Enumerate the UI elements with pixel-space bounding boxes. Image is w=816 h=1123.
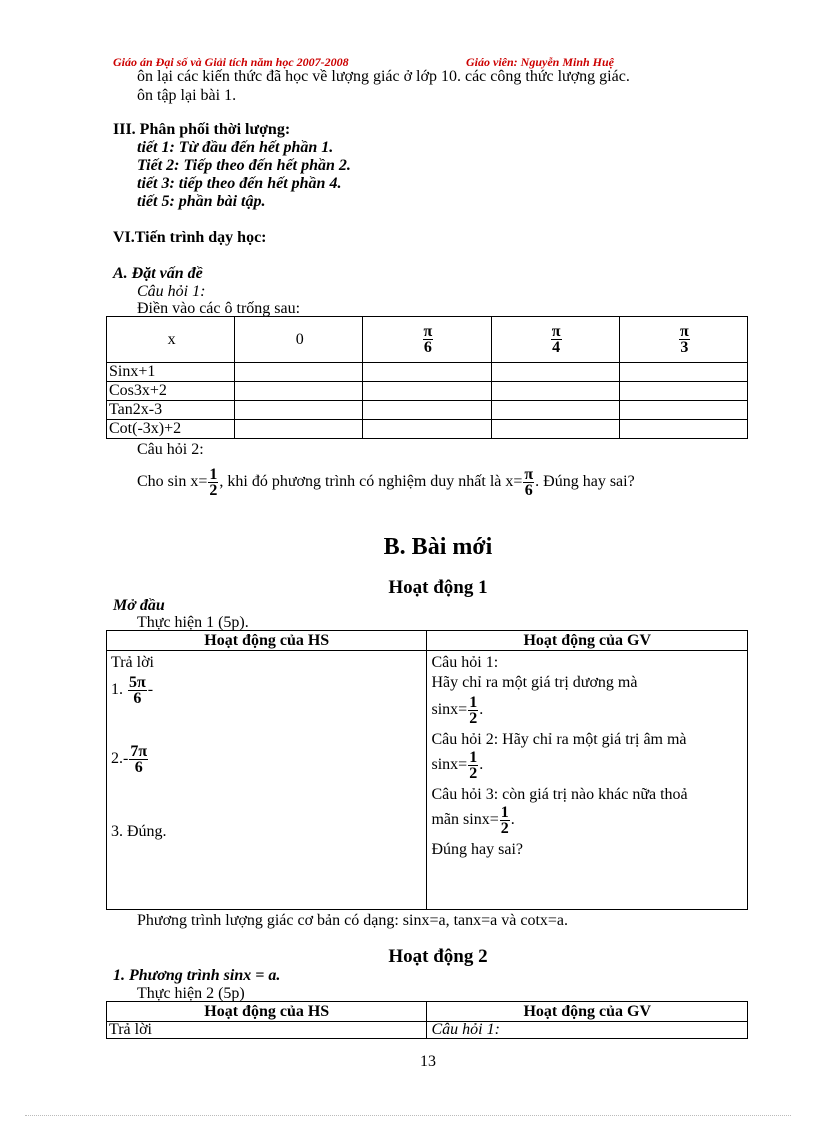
table-cell[interactable] [491,420,619,439]
row-label: Cos3x+2 [107,382,235,401]
table-cell[interactable] [491,363,619,382]
part-b-title: B. Bài mới [383,534,493,560]
answer-3: 3. Đúng. [111,823,167,840]
table-cell[interactable] [619,363,747,382]
header-zero: 0 [235,317,363,363]
intro-line-2: ôn tập lại bài 1. [137,87,237,104]
part-a-title: A. Đặt vấn đề [113,265,203,282]
schedule-item: Tiết 2: Tiếp theo đến hết phần 2. [137,157,351,174]
section-3-title: III. Phân phối thời lượng: [113,121,291,138]
row-label: Tan2x-3 [107,401,235,420]
question-1-text: Điền vào các ô trống sau: [137,300,301,317]
table-cell[interactable] [619,420,747,439]
table-header-row [107,317,748,363]
table-cell[interactable] [619,382,747,401]
table-cell[interactable] [363,382,491,401]
gv-question-3-end: Đúng hay sai? [431,841,524,858]
column-header-teacher: Hoạt động của GV [427,1002,748,1022]
table-cell[interactable] [363,401,491,420]
summary-text: Phương trình lượng giác cơ bản có dạng: sinx=a, tanx=a và cotx=a. [137,912,569,929]
value-table [106,316,748,439]
intro-line-1: ôn lại các kiến thức đã học về lượng giác ở lớp 10. các công thức lượng giác. [137,68,630,85]
table-cell[interactable] [363,420,491,439]
gv-question-3-text: Câu hỏi 3: còn giá trị nào khác nữa thoả [431,786,688,803]
row-label: Sinx+1 [107,363,235,382]
gv-question-2-eq: sinx= $\frac{1}{2}$ . [431,749,484,782]
subsection-1-title: 1. Phương trình sinx = a. [113,967,281,984]
schedule-item: tiết 1: Từ đầu đến hết phần 1. [137,139,334,156]
header-pi-6: $\frac{\pi}{6}$ [363,317,491,363]
schedule-item: tiết 3: tiếp theo đến hết phần 4. [137,175,342,192]
gv-question-2-text: Câu hỏi 2: Hãy chỉ ra một giá trị âm mà [431,731,687,748]
question-2-label: Câu hỏi 2: [137,441,204,458]
table-cell[interactable] [491,382,619,401]
table-cell[interactable] [363,363,491,382]
row-label: Cot(-3x)+2 [107,420,235,439]
column-header-teacher: Hoạt động của GV [427,631,748,651]
gv-question-1-text: Hãy chỉ ra một giá trị dương mà [431,674,638,691]
question-2-text: Cho sin x= $\frac{1}{2}$ , khi đó phương trình có nghiệm duy nhất là x= $\frac{\pi}{6}$ . Đúng hay sai? [137,465,635,499]
table-row [107,401,748,420]
activity-1-title: Hoạt động 1 [388,577,488,598]
header-pi-4: $\frac{\pi}{4}$ [491,317,619,363]
table-cell[interactable] [235,401,363,420]
activity-2-table [106,1001,748,1039]
header-teacher: Giáo viên: Nguyễn Minh Huệ [466,55,615,69]
question-1-label: Câu hỏi 1: [137,283,206,300]
header-pi-3: $\frac{\pi}{3}$ [619,317,747,363]
answer-1: 1. $\frac{5\pi}{6}$ - [111,674,154,707]
section-6-title: VI.Tiến trình dạy học: [113,229,267,246]
table-row [107,420,748,439]
gv-question-1-eq: sinx= $\frac{1}{2}$ . [431,694,484,727]
footer-divider [25,1115,791,1116]
student-cell [107,651,427,910]
table-cell[interactable] [235,382,363,401]
step-2-label: Thực hiện 2 (5p) [137,985,245,1002]
answer-2: 2.- $\frac{7\pi}{6}$ [111,743,148,776]
header-subject: Giáo án Đại số và Giải tích năm học 2007-2008 [113,55,349,69]
activity-1-table [106,630,748,910]
table-row [107,363,748,382]
step-1-label: Thực hiện 1 (5p). [137,614,249,631]
column-header-student: Hoạt động của HS [107,1002,427,1022]
gv-question-3-eq: mãn sinx= $\frac{1}{2}$ . [431,804,515,837]
table-cell[interactable] [491,401,619,420]
table-cell[interactable] [235,420,363,439]
teacher-cell: Câu hỏi 1: [427,1022,748,1039]
student-cell: Trả lời [107,1022,427,1039]
table-cell[interactable] [235,363,363,382]
table-row [107,382,748,401]
answer-label: Trả lời [111,654,154,671]
header-x: x [107,317,235,363]
schedule-item: tiết 5: phần bài tập. [137,193,266,210]
column-header-student: Hoạt động của HS [107,631,427,651]
table-cell[interactable] [619,401,747,420]
gv-question-1-label: Câu hỏi 1: [431,654,499,671]
intro-subtitle: Mở đầu [113,597,165,614]
teacher-cell [427,651,748,910]
page-number: 13 [420,1053,436,1070]
activity-2-title: Hoạt động 2 [388,946,488,967]
